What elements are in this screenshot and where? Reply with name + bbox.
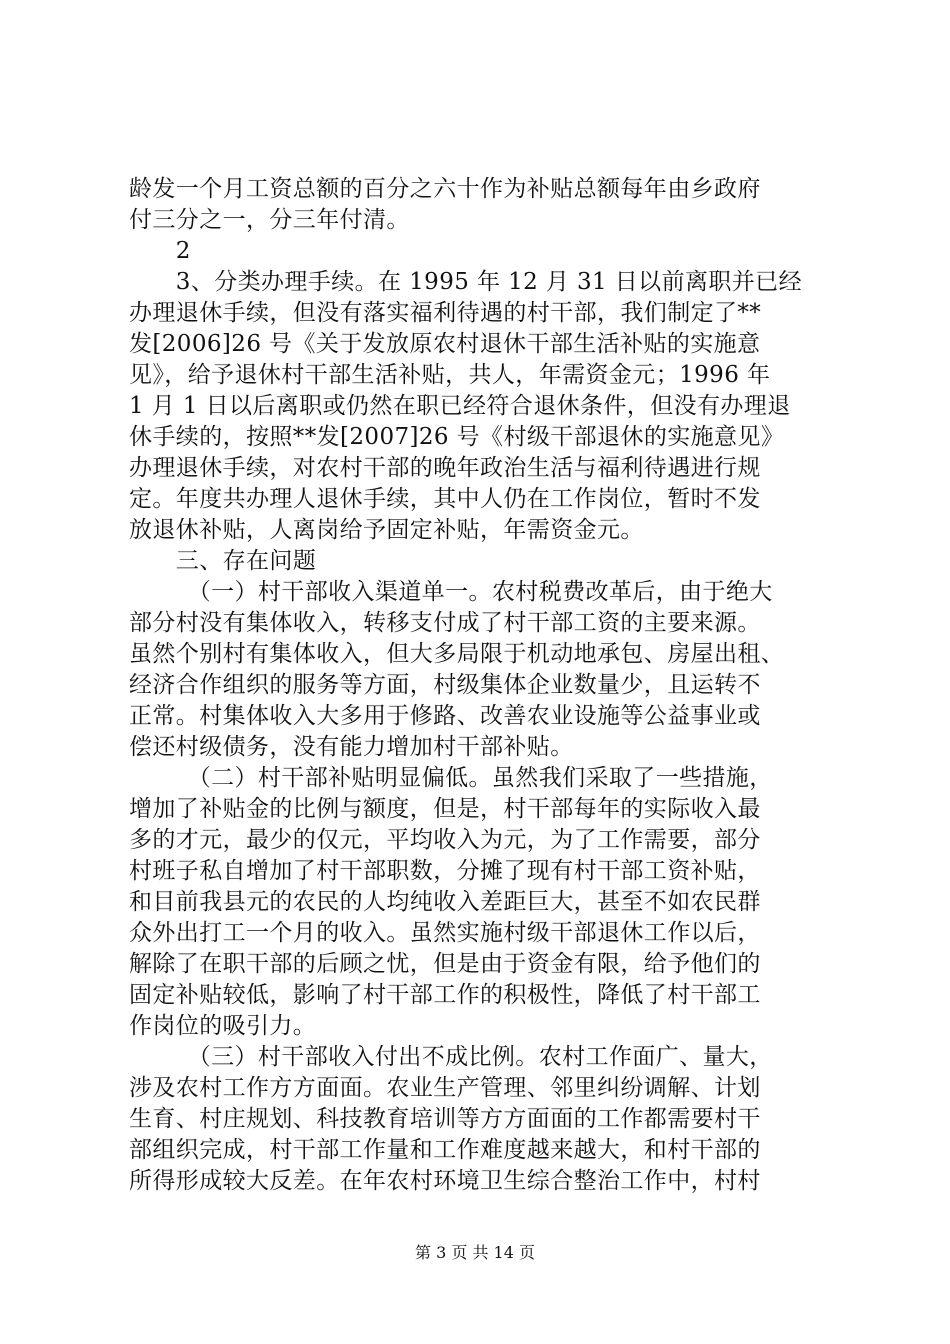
text-line: 作岗位的吸引力。 [129,1013,317,1039]
text-line: 所得形成较大反差。在年农村环境卫生综合整治工作中，村村 [129,1168,761,1194]
text-line: 办理退休手续，但没有落实福利待遇的村干部，我们制定了** [129,300,762,326]
text-line: 经济合作组织的服务等方面，村级集体企业数量少，且运转不 [129,672,761,698]
text-line: 和目前我县元的农民的人均纯收入差距巨大，甚至不如农民群 [129,889,761,915]
text-line: 见》，给予退休村干部生活补贴，共人，年需资金元；1996 年 [129,362,771,388]
text-line: 虽然个别村有集体收入，但大多局限于机动地承包、房屋出租、 [129,641,785,667]
text-line: 1 月 1 日以后离职或仍然在职已经符合退休条件，但没有办理退 [129,393,791,419]
text-line: 放退休补贴，人离岗给予固定补贴，年需资金元。 [129,517,644,543]
section-heading: 三、存在问题 [129,548,317,574]
text-line: 休手续的，按照**发[2007]26 号《村级干部退休的实施意见》 [129,424,785,450]
text-line: （一）村干部收入渠道单一。农村税费改革后，由于绝大 [129,579,773,605]
text-line: 生育、村庄规划、科技教育培训等方方面面的工作都需要村干 [129,1106,761,1132]
text-line: （三）村干部收入付出不成比例。农村工作面广、量大， [129,1044,773,1070]
text-line: 龄发一个月工资总额的百分之六十作为补贴总额每年由乡政府 [129,176,761,202]
text-line: （二）村干部补贴明显偏低。虽然我们采取了一些措施， [129,765,773,791]
text-line: 偿还村级债务，没有能力增加村干部补贴。 [129,734,574,760]
text-line: 多的才元，最少的仅元，平均收入为元，为了工作需要，部分 [129,827,761,853]
text-line: 涉及农村工作方方面面。农业生产管理、邻里纠纷调解、计划 [129,1075,761,1101]
text-line: 付三分之一，分三年付清。 [129,207,410,233]
text-line: 固定补贴较低，影响了村干部工作的积极性，降低了村干部工 [129,982,761,1008]
page-number: 第 3 页 共 14 页 [415,1243,535,1262]
text-line: 2 [129,238,191,264]
text-line: 发[2006]26 号《关于发放原农村退休干部生活补贴的实施意 [129,331,761,357]
text-line: 定。年度共办理人退休手续，其中人仍在工作岗位，暂时不发 [129,486,761,512]
text-line: 办理退休手续，对农村干部的晚年政治生活与福利待遇进行规 [129,455,761,481]
text-line: 3、分类办理手续。在 1995 年 12 月 31 日以前离职并已经 [129,269,802,295]
page-footer [0,1243,950,1263]
text-line: 增加了补贴金的比例与额度，但是，村干部每年的实际收入最 [129,796,761,822]
text-line: 部分村没有集体收入，转移支付成了村干部工资的主要来源。 [129,610,761,636]
text-line: 正常。村集体收入大多用于修路、改善农业设施等公益事业或 [129,703,761,729]
text-line: 解除了在职干部的后顾之忧，但是由于资金有限，给予他们的 [129,951,761,977]
text-line: 众外出打工一个月的收入。虽然实施村级干部退休工作以后， [129,920,761,946]
text-line: 村班子私自增加了村干部职数，分摊了现有村干部工资补贴， [129,858,761,884]
text-line: 部组织完成，村干部工作量和工作难度越来越大，和村干部的 [129,1137,761,1163]
body-text [129,174,829,1197]
